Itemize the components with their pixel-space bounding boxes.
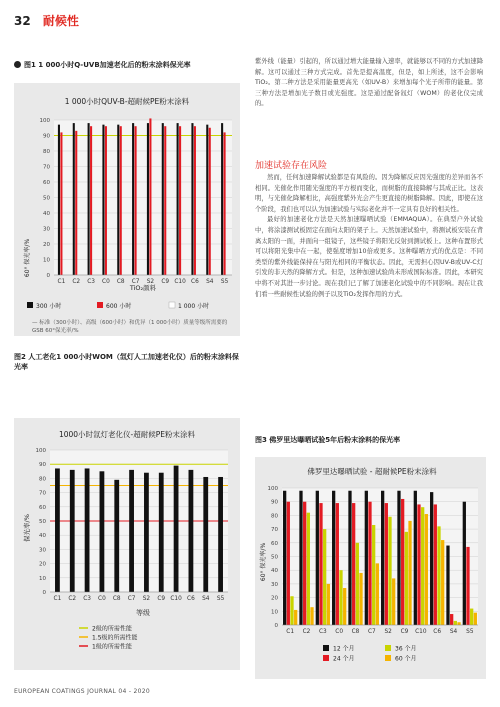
legend-label-12m: 12 个月 xyxy=(333,645,355,653)
bar-C2-4 xyxy=(310,607,313,625)
y-tick-label: 70 xyxy=(39,490,46,497)
bar-S4-1 xyxy=(206,125,208,275)
paragraph-1: 然而，任何加速降解试验都是有风险的。因为降解反应因光强度的差异而各不相同。光催化作用随光强度的平方根而变化，而树脂的直接降解与其成正比。这表明，与光催化降解相比，高强度紫外光会产生更直接的树脂降解。因此，即使在这个阶段，我们也可以认为加速试验与实际老化并不一定具有良好的相关性。 xyxy=(255,174,483,213)
x-tick-label: C1 xyxy=(286,629,295,635)
bar-C1-2 xyxy=(60,132,62,275)
bar-C6-1 xyxy=(189,470,194,592)
bar-C6-2 xyxy=(434,504,437,625)
x-tick-label: S2 xyxy=(146,279,155,285)
fig1-chart xyxy=(14,83,240,336)
bar-C3-2 xyxy=(90,126,92,275)
bar-C7-3 xyxy=(372,525,375,625)
bar-S2-3 xyxy=(388,517,391,625)
bar-C6-4 xyxy=(441,540,444,625)
y-tick-label: 60 xyxy=(39,504,46,511)
y-tick-label: 30 xyxy=(43,226,50,233)
bar-C10-1 xyxy=(414,491,417,625)
y-tick-label: 70 xyxy=(271,527,278,534)
x-tick-label: S2 xyxy=(142,596,151,602)
bar-C7-4 xyxy=(376,563,379,625)
y-tick-label: 20 xyxy=(39,561,46,568)
x-tick-label: C2 xyxy=(302,629,311,635)
x-tick-label: C10 xyxy=(170,596,182,602)
bar-C3-1 xyxy=(85,468,90,592)
legend-swatch-600h xyxy=(97,302,103,308)
x-tick-label: C7 xyxy=(131,279,140,285)
y-tick-label: 50 xyxy=(39,519,46,525)
bar-S4-2 xyxy=(209,128,211,275)
fig1-panel xyxy=(14,83,240,336)
x-tick-label: S4 xyxy=(206,279,214,285)
x-tick-label: S5 xyxy=(466,629,474,635)
y-tick-label: 80 xyxy=(43,149,50,155)
y-tick-label: 100 xyxy=(35,448,46,454)
x-tick-label: C2 xyxy=(68,596,77,602)
fig1-ylabel: 60° 保光率/% xyxy=(24,238,31,278)
fig1-note: — 标准（300小时）、高级（600小时）和优异（1 000小时）质量等级所需要的GSB 60°保光率/% xyxy=(32,320,228,334)
bar-S4-1 xyxy=(446,546,449,625)
fig1-xlabel: TiO₂颜料 xyxy=(129,284,157,292)
bar-C8-2 xyxy=(120,126,122,275)
y-tick-label: 20 xyxy=(43,242,50,248)
fig2-chart xyxy=(14,418,240,670)
x-tick-label: C9 xyxy=(161,279,170,285)
bar-S4-1 xyxy=(203,477,208,592)
legend-label-60m: 60 个月 xyxy=(395,655,417,663)
bar-C0-4 xyxy=(343,588,346,625)
x-tick-label: C7 xyxy=(127,596,136,602)
bar-C1-2 xyxy=(287,502,290,625)
bar-C10-2 xyxy=(179,126,181,275)
fig3-panel xyxy=(255,457,486,679)
legend-label-600h: 600 小时 xyxy=(106,303,132,310)
bar-C7-2 xyxy=(135,126,137,275)
bar-S5-2 xyxy=(466,547,469,625)
fig2-ylabel: 保光率/% xyxy=(23,514,31,542)
fig2-caption: 图2 人工老化1 000小时WOM（氙灯人工加速老化仪）后的粉末涂料保光率 xyxy=(14,353,239,371)
bar-C1-1 xyxy=(283,491,286,625)
x-tick-label: C6 xyxy=(191,279,199,285)
x-tick-label: S4 xyxy=(202,596,210,602)
bar-S2-2 xyxy=(385,503,388,625)
section-heading: 加速试验存在风险 xyxy=(255,161,328,171)
bar-S4-4 xyxy=(457,622,460,625)
x-tick-label: C1 xyxy=(57,279,66,285)
bar-C7-1 xyxy=(132,123,134,275)
bar-C6-1 xyxy=(191,123,193,275)
x-tick-label: S5 xyxy=(216,596,225,602)
x-tick-label: C9 xyxy=(157,596,166,602)
bar-C6-1 xyxy=(430,492,433,625)
x-tick-label: C0 xyxy=(98,596,106,602)
bar-S5-1 xyxy=(221,123,223,275)
y-tick-label: 40 xyxy=(271,568,278,575)
y-tick-label: 20 xyxy=(271,595,278,602)
bar-C8-1 xyxy=(348,491,351,625)
bar-C2-1 xyxy=(299,491,302,625)
y-tick-label: 60 xyxy=(271,540,278,547)
fig2-xlabel: 等级 xyxy=(136,609,150,617)
bar-S2-4 xyxy=(392,578,395,625)
bar-S2-1 xyxy=(147,123,149,275)
legend-swatch-300h xyxy=(27,302,33,308)
x-tick-label: C10 xyxy=(174,279,186,285)
y-tick-label: 60 xyxy=(43,180,50,186)
bar-C1-1 xyxy=(55,468,60,592)
y-tick-label: 100 xyxy=(39,118,50,124)
x-tick-label: S5 xyxy=(220,279,229,285)
bar-C9-1 xyxy=(397,491,400,625)
bar-C3-4 xyxy=(327,584,330,625)
bar-S2-1 xyxy=(144,473,149,592)
y-tick-label: 80 xyxy=(271,513,278,520)
page-number: 32 xyxy=(14,14,31,28)
bar-C10-3 xyxy=(421,507,424,625)
fig1-legend xyxy=(27,302,209,310)
y-tick-label: 40 xyxy=(43,211,50,217)
section-title: 耐候性 xyxy=(42,14,79,28)
x-tick-label: S4 xyxy=(449,629,458,635)
bar-C10-1 xyxy=(174,466,179,592)
legend-label-1000h: 1 000 小时 xyxy=(178,303,210,310)
bar-C0-1 xyxy=(100,471,105,592)
footer: EUROPEAN COATINGS JOURNAL 04 - 2020 xyxy=(14,688,150,695)
bar-C8-1 xyxy=(117,125,119,275)
y-tick-label: 90 xyxy=(271,499,278,506)
fig2-chart-title: 1000小时氙灯老化仪-超耐候PE粉末涂料 xyxy=(58,430,196,439)
bar-C2-3 xyxy=(307,513,310,625)
fig1-caption: 图1 1 000小时Q-UVB加速老化后的粉末涂料保光率 xyxy=(14,60,239,70)
bar-C9-3 xyxy=(405,532,408,625)
bar-C0-1 xyxy=(102,125,104,275)
y-tick-label: 10 xyxy=(43,257,50,264)
legend-label-300h: 300 小时 xyxy=(36,303,62,310)
legend-swatch-12m xyxy=(323,645,329,651)
x-tick-label: C3 xyxy=(83,596,91,602)
fig3-ylabel: 60° 保光率/% xyxy=(260,542,267,582)
bar-C3-2 xyxy=(319,503,322,625)
bar-C8-1 xyxy=(114,480,119,592)
y-tick-label: 30 xyxy=(39,547,46,554)
bar-C0-2 xyxy=(336,503,339,625)
bar-C6-3 xyxy=(437,526,440,625)
bar-C10-4 xyxy=(425,514,428,625)
y-tick-label: 90 xyxy=(39,462,46,469)
bar-C1-3 xyxy=(290,596,293,625)
bar-S5-1 xyxy=(218,477,223,592)
x-tick-label: C8 xyxy=(112,596,121,602)
bar-C8-3 xyxy=(356,543,359,625)
bar-C3-3 xyxy=(323,529,326,625)
bar-C7-1 xyxy=(365,491,368,625)
body-text xyxy=(255,173,483,300)
legend-label-36m: 36 个月 xyxy=(395,645,417,653)
x-tick-label: C8 xyxy=(351,629,360,635)
x-tick-label: C9 xyxy=(400,629,409,635)
bar-C1-1 xyxy=(58,125,60,275)
bar-C3-1 xyxy=(88,123,90,275)
y-tick-label: 70 xyxy=(43,164,50,171)
bar-C0-1 xyxy=(332,491,335,625)
y-tick-label: 90 xyxy=(43,133,50,140)
bar-C3-1 xyxy=(316,491,319,625)
y-tick-label: 40 xyxy=(39,533,46,540)
legend-swatch-60m xyxy=(385,655,391,661)
bar-C9-1 xyxy=(162,123,164,275)
x-tick-label: C7 xyxy=(367,629,376,635)
intro-paragraph: 紫外线（能量）引起的，所以通过增大能量输入速率，就能够以不同的方式加速降解。这可以通过三种方式完成。首先是提高温度，但是，如上所述，这不会影响TiO₂。第二种方法是采用能量更高光（如UV-B）来增加每个光子所带的能量。第三种方法是增加光子数目或光强度。这是通过配备氙灯（WOM）的老化仪完成的。 xyxy=(255,58,483,108)
bar-C2-1 xyxy=(73,123,75,275)
bar-S5-1 xyxy=(463,502,466,625)
bar-C10-2 xyxy=(417,504,420,625)
bar-S4-3 xyxy=(454,621,457,625)
x-tick-label: C3 xyxy=(318,629,327,635)
bar-C2-2 xyxy=(303,502,306,625)
fig3-chart-title: 佛罗里达曝晒试验 - 超耐候PE粉末涂料 xyxy=(307,467,437,476)
bar-C10-1 xyxy=(177,123,179,275)
y-tick-label: 100 xyxy=(267,486,278,492)
fig3-caption: 图3 佛罗里达曝晒试验5年后粉末涂料的保光率 xyxy=(255,436,401,444)
bar-S4-2 xyxy=(450,614,453,625)
bar-C9-2 xyxy=(164,126,166,275)
legend-swatch-24m xyxy=(323,655,329,661)
y-tick-label: 10 xyxy=(39,575,46,582)
x-tick-label: C10 xyxy=(415,629,427,635)
y-tick-label: 30 xyxy=(271,581,278,588)
y-tick-label: 80 xyxy=(39,476,46,483)
y-tick-label: 10 xyxy=(271,609,278,616)
bar-C9-1 xyxy=(159,473,164,592)
x-tick-label: C6 xyxy=(433,629,442,635)
bar-C2-2 xyxy=(75,131,77,275)
bar-C6-2 xyxy=(194,126,196,275)
bar-C8-2 xyxy=(352,503,355,625)
x-tick-label: C0 xyxy=(102,279,110,285)
fig1-chart-title: 1 000小时QUV-B-超耐候PE粉末涂料 xyxy=(64,97,190,106)
y-tick-label: 50 xyxy=(43,195,50,202)
bar-C9-2 xyxy=(401,499,404,625)
bar-S2-2 xyxy=(149,118,151,275)
bar-C0-2 xyxy=(105,126,107,275)
y-tick-label: 0 xyxy=(46,273,50,279)
legend-label-24m: 24 个月 xyxy=(333,655,355,663)
page-header xyxy=(14,12,79,29)
bar-S5-4 xyxy=(474,613,477,625)
legend-swatch-36m xyxy=(385,645,391,651)
bar-C2-1 xyxy=(70,470,75,592)
x-tick-label: C3 xyxy=(87,279,95,285)
fig3-chart xyxy=(255,457,486,679)
fig2-legend xyxy=(79,625,138,651)
bar-C7-1 xyxy=(129,470,134,592)
bar-S2-1 xyxy=(381,491,384,625)
x-tick-label: C8 xyxy=(116,279,125,285)
y-tick-label: 0 xyxy=(42,590,46,596)
bar-S5-3 xyxy=(470,609,473,625)
fig2-panel xyxy=(14,418,240,670)
y-tick-label: 0 xyxy=(274,623,278,629)
bar-C0-3 xyxy=(339,570,342,625)
bar-C9-4 xyxy=(408,521,411,625)
bar-C8-4 xyxy=(359,573,362,625)
legend-label-grade1: 1级的所需性能 xyxy=(92,643,132,651)
y-tick-label: 50 xyxy=(271,554,278,561)
legend-label-grade15: 1.5级的所需性能 xyxy=(92,634,138,642)
caption-bullet-icon xyxy=(14,61,21,68)
x-tick-label: S2 xyxy=(384,629,392,635)
x-tick-label: C0 xyxy=(335,629,344,635)
legend-swatch-1000h xyxy=(169,302,175,308)
legend-label-grade2: 2级的所需性能 xyxy=(92,625,132,633)
x-tick-label: C2 xyxy=(72,279,81,285)
fig3-legend xyxy=(323,645,417,663)
x-tick-label: C1 xyxy=(53,596,62,602)
bar-C7-2 xyxy=(368,502,371,625)
bar-C1-4 xyxy=(294,610,297,625)
bar-S5-2 xyxy=(224,132,226,275)
x-tick-label: C6 xyxy=(187,596,195,602)
paragraph-2: 最好的加速老化方法是天然加速曝晒试验（EMMAQUA）。在典型户外试验中，将涂漆测试板固定在面向太阳的架子上。天然加速试验中，将测试板安装在背离太阳的一面，并面向一组镜子，这些镜子将阳光反射到测试板上。这种布置形式可以将阳光集中在一起，使强度增加10倍或更多。这种曝晒方式的优点是：不同类型的紫外线能保持在与阳光相同的平衡状态。因此，无需担心因UV-B或UV-C灯引发的非天然的降解方式。但是，这种加速试验尚未形成国际标准。因此，本研究中将不对其进一步讨论。现在我们已了解了加速老化试验中的不同影响。现在让我们看一些耐候性试验的例子以及TiO₂发挥作用的方式。 xyxy=(255,216,483,298)
